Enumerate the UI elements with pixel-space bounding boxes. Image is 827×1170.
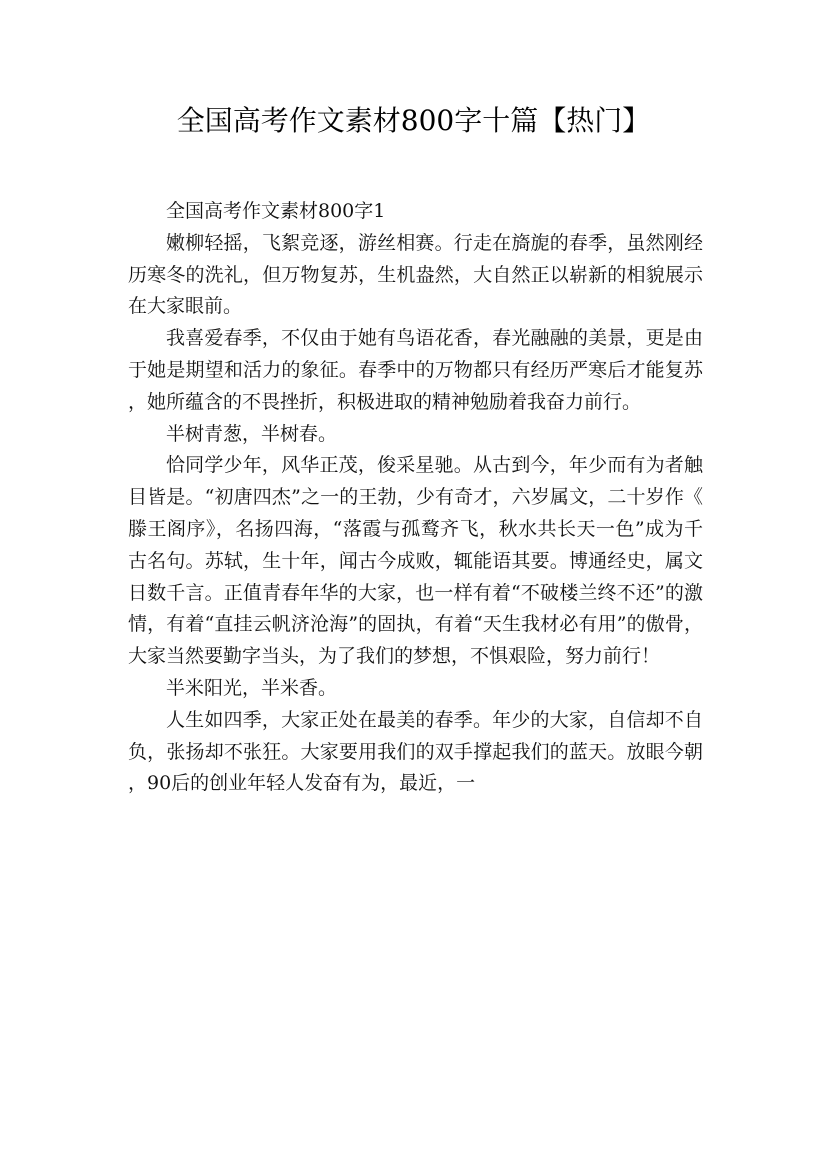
body-paragraph: 我喜爱春季，不仅由于她有鸟语花香，春光融融的美景，更是由于她是期望和活力的象征。春季中的万物都只有经历严寒后才能复苏，她所蕴含的不畏挫折，积极进取的精神勉励着我奋力前行。	[128, 327, 703, 413]
document-title: 全国高考作文素材800字十篇【热门】	[176, 104, 651, 137]
body-paragraph: 人生如四季，大家正处在最美的春季。年少的大家，自信却不自负，张扬却不张狂。大家要用我们的双手撑起我们的蓝天。放眼今朝，90后的创业年轻人发奋有为，最近，一	[128, 708, 703, 795]
body-paragraph: 恰同学少年，风华正茂，俊采星驰。从古到今，年少而有为者触目皆是。“初唐四杰”之一的王勃，少有奇才，六岁属文，二十岁作《滕王阁序》，名扬四海，“落霞与孤鹜齐飞，秋水共长天一色”成为千古名句。苏轼，生十年，闻古今成败，辄能语其要。博通经史，属文日数千言。正值青春年华的大家，也一样有着“不破楼兰终不还”的激情，有着“直挂云帆济沧海”的固执，有着“天生我材必有用”的傲骨，大家当然要勤字当头，为了我们的梦想，不惧艰险，努力前行！	[128, 454, 703, 668]
document-body	[128, 196, 703, 800]
body-paragraph: 半树青葱，半树春。	[166, 422, 338, 445]
section-heading: 全国高考作文素材800字1	[166, 200, 386, 222]
body-paragraph: 嫩柳轻摇，飞絮竞逐，游丝相赛。行走在旖旎的春季，虽然刚经历寒冬的洗礼，但万物复苏，生机盎然，大自然正以崭新的相貌展示在大家眼前。	[128, 231, 703, 318]
body-paragraph: 半米阳光，半米香。	[166, 676, 338, 699]
